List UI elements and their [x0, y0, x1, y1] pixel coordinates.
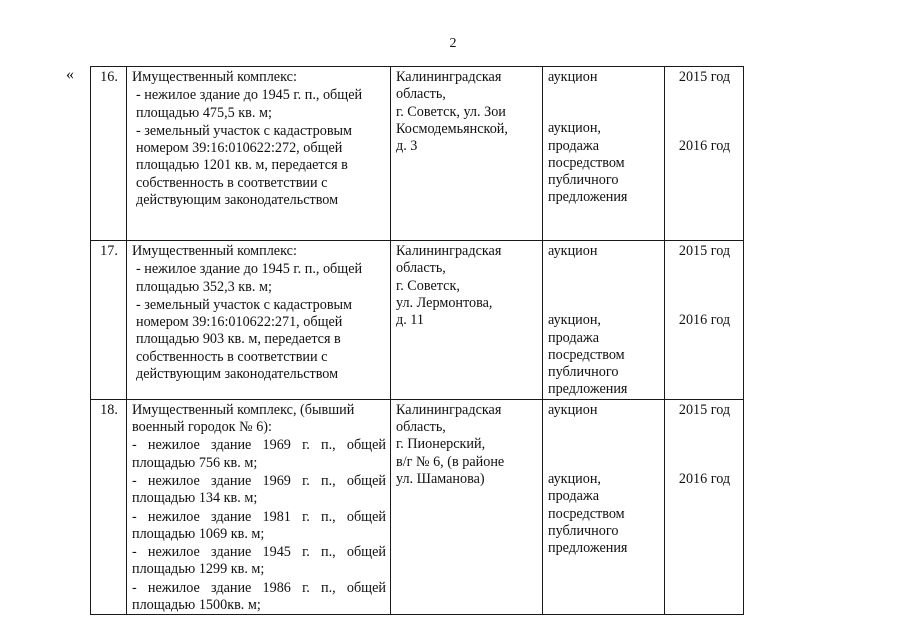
- sale-method: [543, 67, 665, 241]
- sale-method: [543, 399, 665, 615]
- property-item: - нежилое здание 1945 г. п., общей площадью 1299 кв. м;: [132, 544, 386, 578]
- sale-year-first: 2015 год: [678, 243, 731, 259]
- property-description: [127, 67, 391, 241]
- sale-year-first: 2015 год: [678, 69, 731, 85]
- sale-method-line: публичного: [548, 172, 619, 189]
- opening-quote-mark: «: [66, 66, 74, 83]
- sale-year-second: 2016 год: [678, 471, 731, 488]
- address-line: в/г № 6, (в районе: [396, 453, 505, 470]
- sale-method-line: аукцион,: [548, 120, 601, 137]
- sale-method-first: аукцион: [548, 401, 598, 418]
- address-line: д. 11: [396, 312, 424, 329]
- sale-method-first: аукцион: [548, 243, 598, 259]
- property-item: - нежилое здание до 1945 г. п., общей площадью 352,3 кв. м;: [136, 261, 363, 295]
- sale-method-line: посредством: [548, 154, 625, 171]
- sale-method-line: продажа: [548, 329, 599, 346]
- sale-method-line: аукцион,: [548, 312, 601, 329]
- sale-year: [665, 67, 744, 241]
- property-title: Имущественный комплекс:: [132, 243, 297, 259]
- sale-year-first: 2015 год: [678, 401, 731, 418]
- property-item: - нежилое здание 1969 г. п., общей площадью 134 кв. м;: [132, 472, 386, 507]
- address-line: область,: [396, 260, 446, 277]
- property-item: - земельный участок с кадастровым номером 39:16:010622:271, общей площадью 903 кв. м, передается в собственность в соответствии с действующим законодательством: [136, 296, 353, 383]
- sale-method-line: публичного: [548, 522, 619, 539]
- address-line: область,: [396, 419, 446, 436]
- sale-method: [543, 241, 665, 400]
- table-row: [91, 399, 744, 615]
- address-line: г. Советск, ул. Зои: [396, 103, 506, 120]
- sale-year: [665, 241, 744, 400]
- property-item: - нежилое здание 1969 г. п., общей площадью 756 кв. м;: [132, 437, 386, 471]
- property-item: - нежилое здание 1981 г. п., общей площадью 1069 кв. м;: [132, 508, 386, 542]
- property-address: [391, 67, 543, 241]
- property-title: Имущественный комплекс, (бывший военный городок № 6):: [132, 401, 355, 436]
- sale-method-line: предложения: [548, 381, 628, 398]
- property-title: Имущественный комплекс:: [132, 69, 297, 85]
- table-row: [91, 67, 744, 241]
- property-address: [391, 241, 543, 400]
- row-number: 16.: [91, 67, 127, 241]
- property-description: [127, 241, 391, 400]
- address-line: Калининградская: [396, 69, 502, 85]
- sale-method-line: продажа: [548, 488, 599, 505]
- row-number: 17.: [91, 241, 127, 400]
- address-line: Калининградская: [396, 243, 502, 259]
- property-description: [127, 399, 391, 615]
- property-item: - нежилое здание 1986 г. п., общей площадью 1500кв. м;: [132, 579, 386, 614]
- sale-year: [665, 399, 744, 615]
- table-row: [91, 241, 744, 400]
- sale-year-second: 2016 год: [678, 138, 731, 155]
- row-number: 18.: [91, 399, 127, 615]
- sale-method-line: аукцион,: [548, 471, 601, 488]
- sale-method-line: предложения: [548, 189, 628, 206]
- address-line: Космодемьянской,: [396, 120, 508, 137]
- address-line: ул. Лермонтова,: [396, 294, 493, 311]
- address-line: г. Советск,: [396, 277, 460, 294]
- page-number: 2: [449, 36, 457, 51]
- sale-method-line: посредством: [548, 346, 625, 363]
- property-item: - нежилое здание до 1945 г. п., общей площадью 475,5 кв. м;: [136, 87, 363, 121]
- sale-year-second: 2016 год: [678, 312, 731, 329]
- sale-method-line: предложения: [548, 540, 628, 557]
- address-line: д. 3: [396, 138, 418, 155]
- sale-method-line: посредством: [548, 505, 625, 522]
- sale-method-line: публичного: [548, 364, 619, 381]
- address-line: Калининградская: [396, 401, 502, 418]
- property-table: [90, 66, 744, 615]
- property-item: - земельный участок с кадастровым номером 39:16:010622:272, общей площадью 1201 кв. м, передается в собственность в соответствии с действующим законодательством: [136, 122, 353, 209]
- address-line: область,: [396, 86, 446, 103]
- property-address: [391, 399, 543, 615]
- address-line: г. Пионерский,: [396, 436, 486, 453]
- sale-method-first: аукцион: [548, 69, 598, 85]
- address-line: ул. Шаманова): [396, 470, 485, 487]
- sale-method-line: продажа: [548, 137, 599, 154]
